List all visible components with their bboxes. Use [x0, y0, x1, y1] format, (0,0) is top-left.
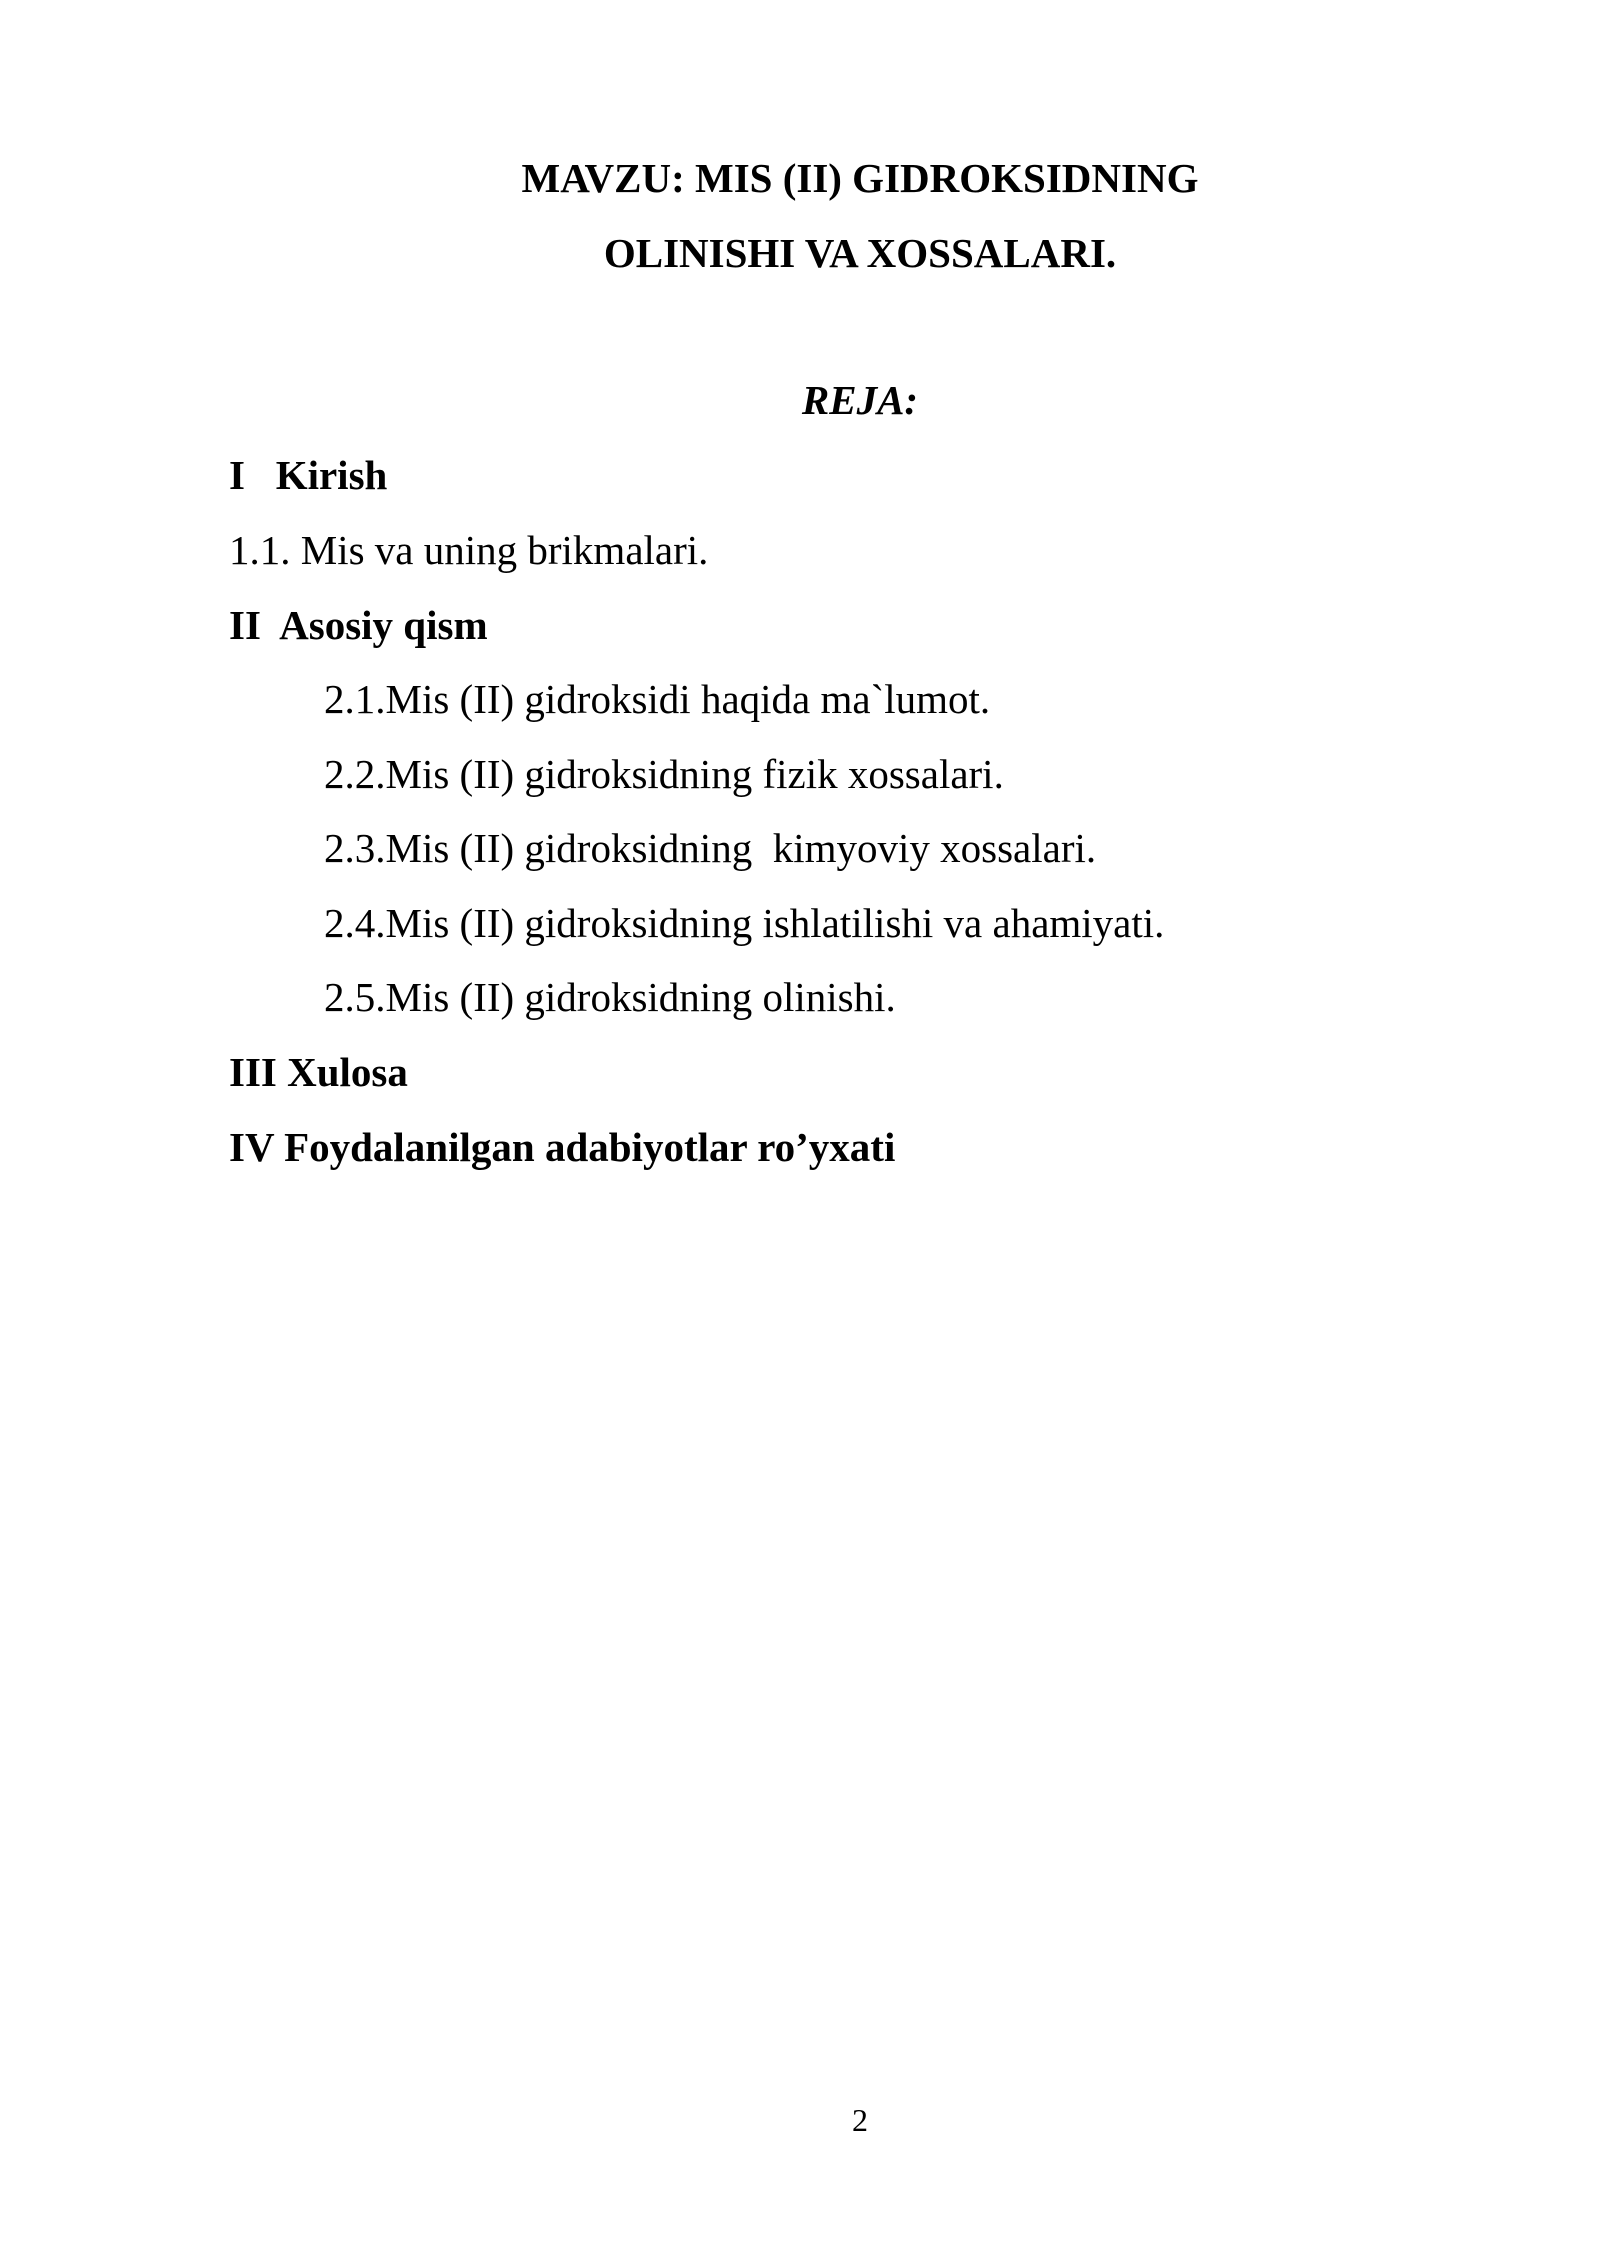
outline-item-2-4: 2.4.Mis (II) gidroksidning ishlatilishi va ahamiyati.: [324, 900, 1165, 946]
document-title-line-2: OLINISHI VA XOSSALARI.: [603, 230, 1117, 276]
outline-item-2-3: 2.3.Mis (II) gidroksidning kimyoviy xossalari.: [324, 825, 1097, 871]
outline-section-xulosa: III Xulosa: [229, 1049, 408, 1095]
page-number: 2: [852, 2102, 868, 2138]
outline-item-2-5: 2.5.Mis (II) gidroksidning olinishi.: [324, 974, 896, 1020]
document-title-line-1: MAVZU: MIS (II) GIDROKSIDNING: [521, 155, 1199, 201]
plan-heading: REJA:: [801, 377, 919, 423]
outline-item-2-2: 2.2.Mis (II) gidroksidning fizik xossalari.: [324, 751, 1004, 797]
outline-item-1-1: 1.1. Mis va uning brikmalari.: [229, 527, 709, 573]
outline-section-asosiy-qism: II Asosiy qism: [229, 602, 488, 648]
outline-item-2-1: 2.1.Mis (II) gidroksidi haqida ma`lumot.: [324, 676, 991, 722]
outline-section-kirish: I Kirish: [229, 452, 388, 498]
outline-section-adabiyotlar: IV Foydalanilgan adabiyotlar ro’yxati: [229, 1124, 896, 1170]
